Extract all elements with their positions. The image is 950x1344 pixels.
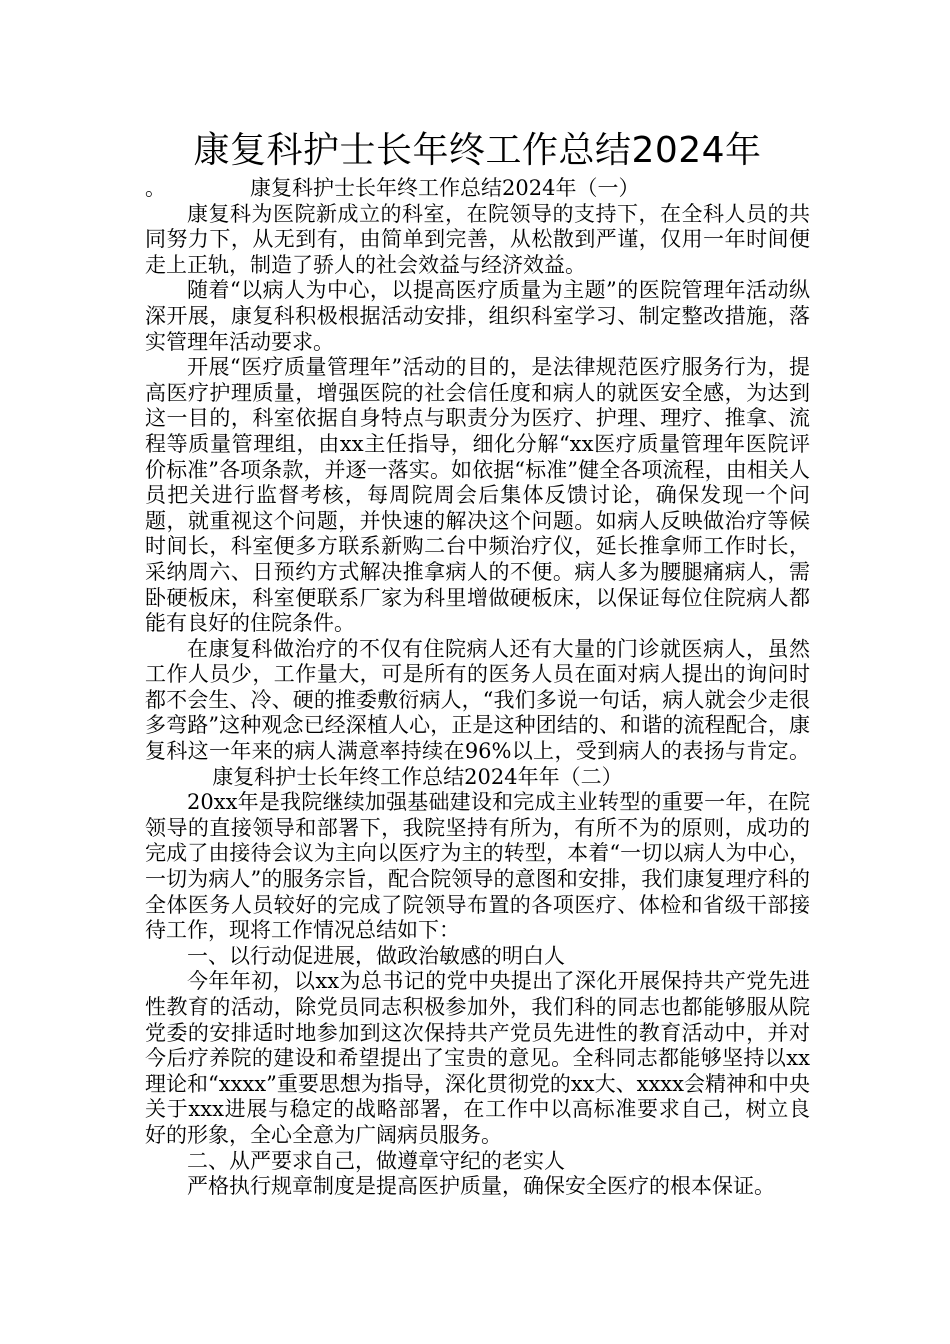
paragraph-6: 今年年初，以xx为总书记的党中央提出了深化开展保持共产党先进性教育的活动，除党员同志积极参加外，我们科的同志也都能够服从院党委的安排适时地参加到这次保持共产党员先进性的教育活动中，并对今后疗养院的建设和希望提出了宝贵的意见。全科同志都能够坚持以xx理论和“xxxx”重要思想为指导，深化贯彻党的xx大、xxxx会精神和中央关于xxx进展与稳定的战略部署，在工作中以高标准要求自己，树立良好的形象，全心全意为广阔病员服务。 xyxy=(145,969,810,1147)
subtitle-line-1 xyxy=(145,176,810,202)
subtitle-part-2: 康复科护士长年终工作总结2024年年（二） xyxy=(212,764,623,789)
section-heading-1: 一、以行动促进展，做政治敏感的明白人 xyxy=(187,943,565,968)
document-body xyxy=(145,176,810,1200)
paragraph-2: 随着“以病人为中心，以提高医疗质量为主题”的医院管理年活动纵深开展，康复科积极根据活动安排，组织科室学习、制定整改措施，落实管理年活动要求。 xyxy=(145,278,810,354)
paragraph-1: 康复科为医院新成立的科室，在院领导的支持下，在全科人员的共同努力下，从无到有，由简单到完善，从松散到严谨，仅用一年时间便走上正轨，制造了骄人的社会效益与经济效益。 xyxy=(145,201,810,277)
paragraph-7: 严格执行规章制度是提高医护质量，确保安全医疗的根本保证。 xyxy=(187,1174,775,1199)
lead-mark: 。 xyxy=(145,176,166,200)
document-page xyxy=(145,128,810,1200)
paragraph-5: 20xx年是我院继续加强基础建设和完成主业转型的重要一年，在院领导的直接领导和部署下，我院坚持有所为，有所不为的原则，成功的完成了由接待会议为主向以医疗为主的转型，本着“一切以病人为中心，一切为病人”的服务宗旨，配合院领导的意图和安排，我们康复理疗科的全体医务人员较好的完成了院领导布置的各项医疗、体检和省级干部接待工作，现将工作情况总结如下： xyxy=(145,790,810,943)
section-heading-2: 二、从严要求自己，做遵章守纪的老实人 xyxy=(187,1148,565,1173)
paragraph-4-text: 在康复科做治疗的不仅有住院病人还有大量的门诊就医病人，虽然工作人员少，工作量大，可是所有的医务人员在面对病人提出的询问时都不会生、冷、硬的推委敷衍病人，“我们多说一句话，病人就会少走很多弯路”这种观念已经深植人心，正是这种团结的、和谐的流程配合，康复科这一年来的病人满意率持续在96%以上，受到病人的表扬与肯定。 xyxy=(145,636,810,764)
paragraph-4 xyxy=(145,637,810,791)
paragraph-3: 开展“医疗质量管理年”活动的目的，是法律规范医疗服务行为，提高医疗护理质量，增强医院的社会信任度和病人的就医安全感，为达到这一目的，科室依据自身特点与职责分为医疗、护理、理疗、推拿、流程等质量管理组，由xx主任指导，细化分解“xx医疗质量管理年医院评价标准”各项条款，并逐一落实。如依据“标准”健全各项流程，由相关人员把关进行监督考核，每周院周会后集体反馈讨论，确保发现一个问题，就重视这个问题，并快速的解决这个问题。如病人反映做治疗等候时间长，科室便多方联系新购二台中频治疗仪，延长推拿师工作时长，采纳周六、日预约方式解决推拿病人的不便。病人多为腰腿痛病人，需卧硬板床，科室便联系厂家为科里增做硬板床，以保证每位住院病人都能有良好的住院条件。 xyxy=(145,355,810,636)
subtitle-part-1: 康复科护士长年终工作总结2024年（一） xyxy=(250,176,640,200)
document-title: 康复科护士长年终工作总结2024年 xyxy=(193,130,762,171)
